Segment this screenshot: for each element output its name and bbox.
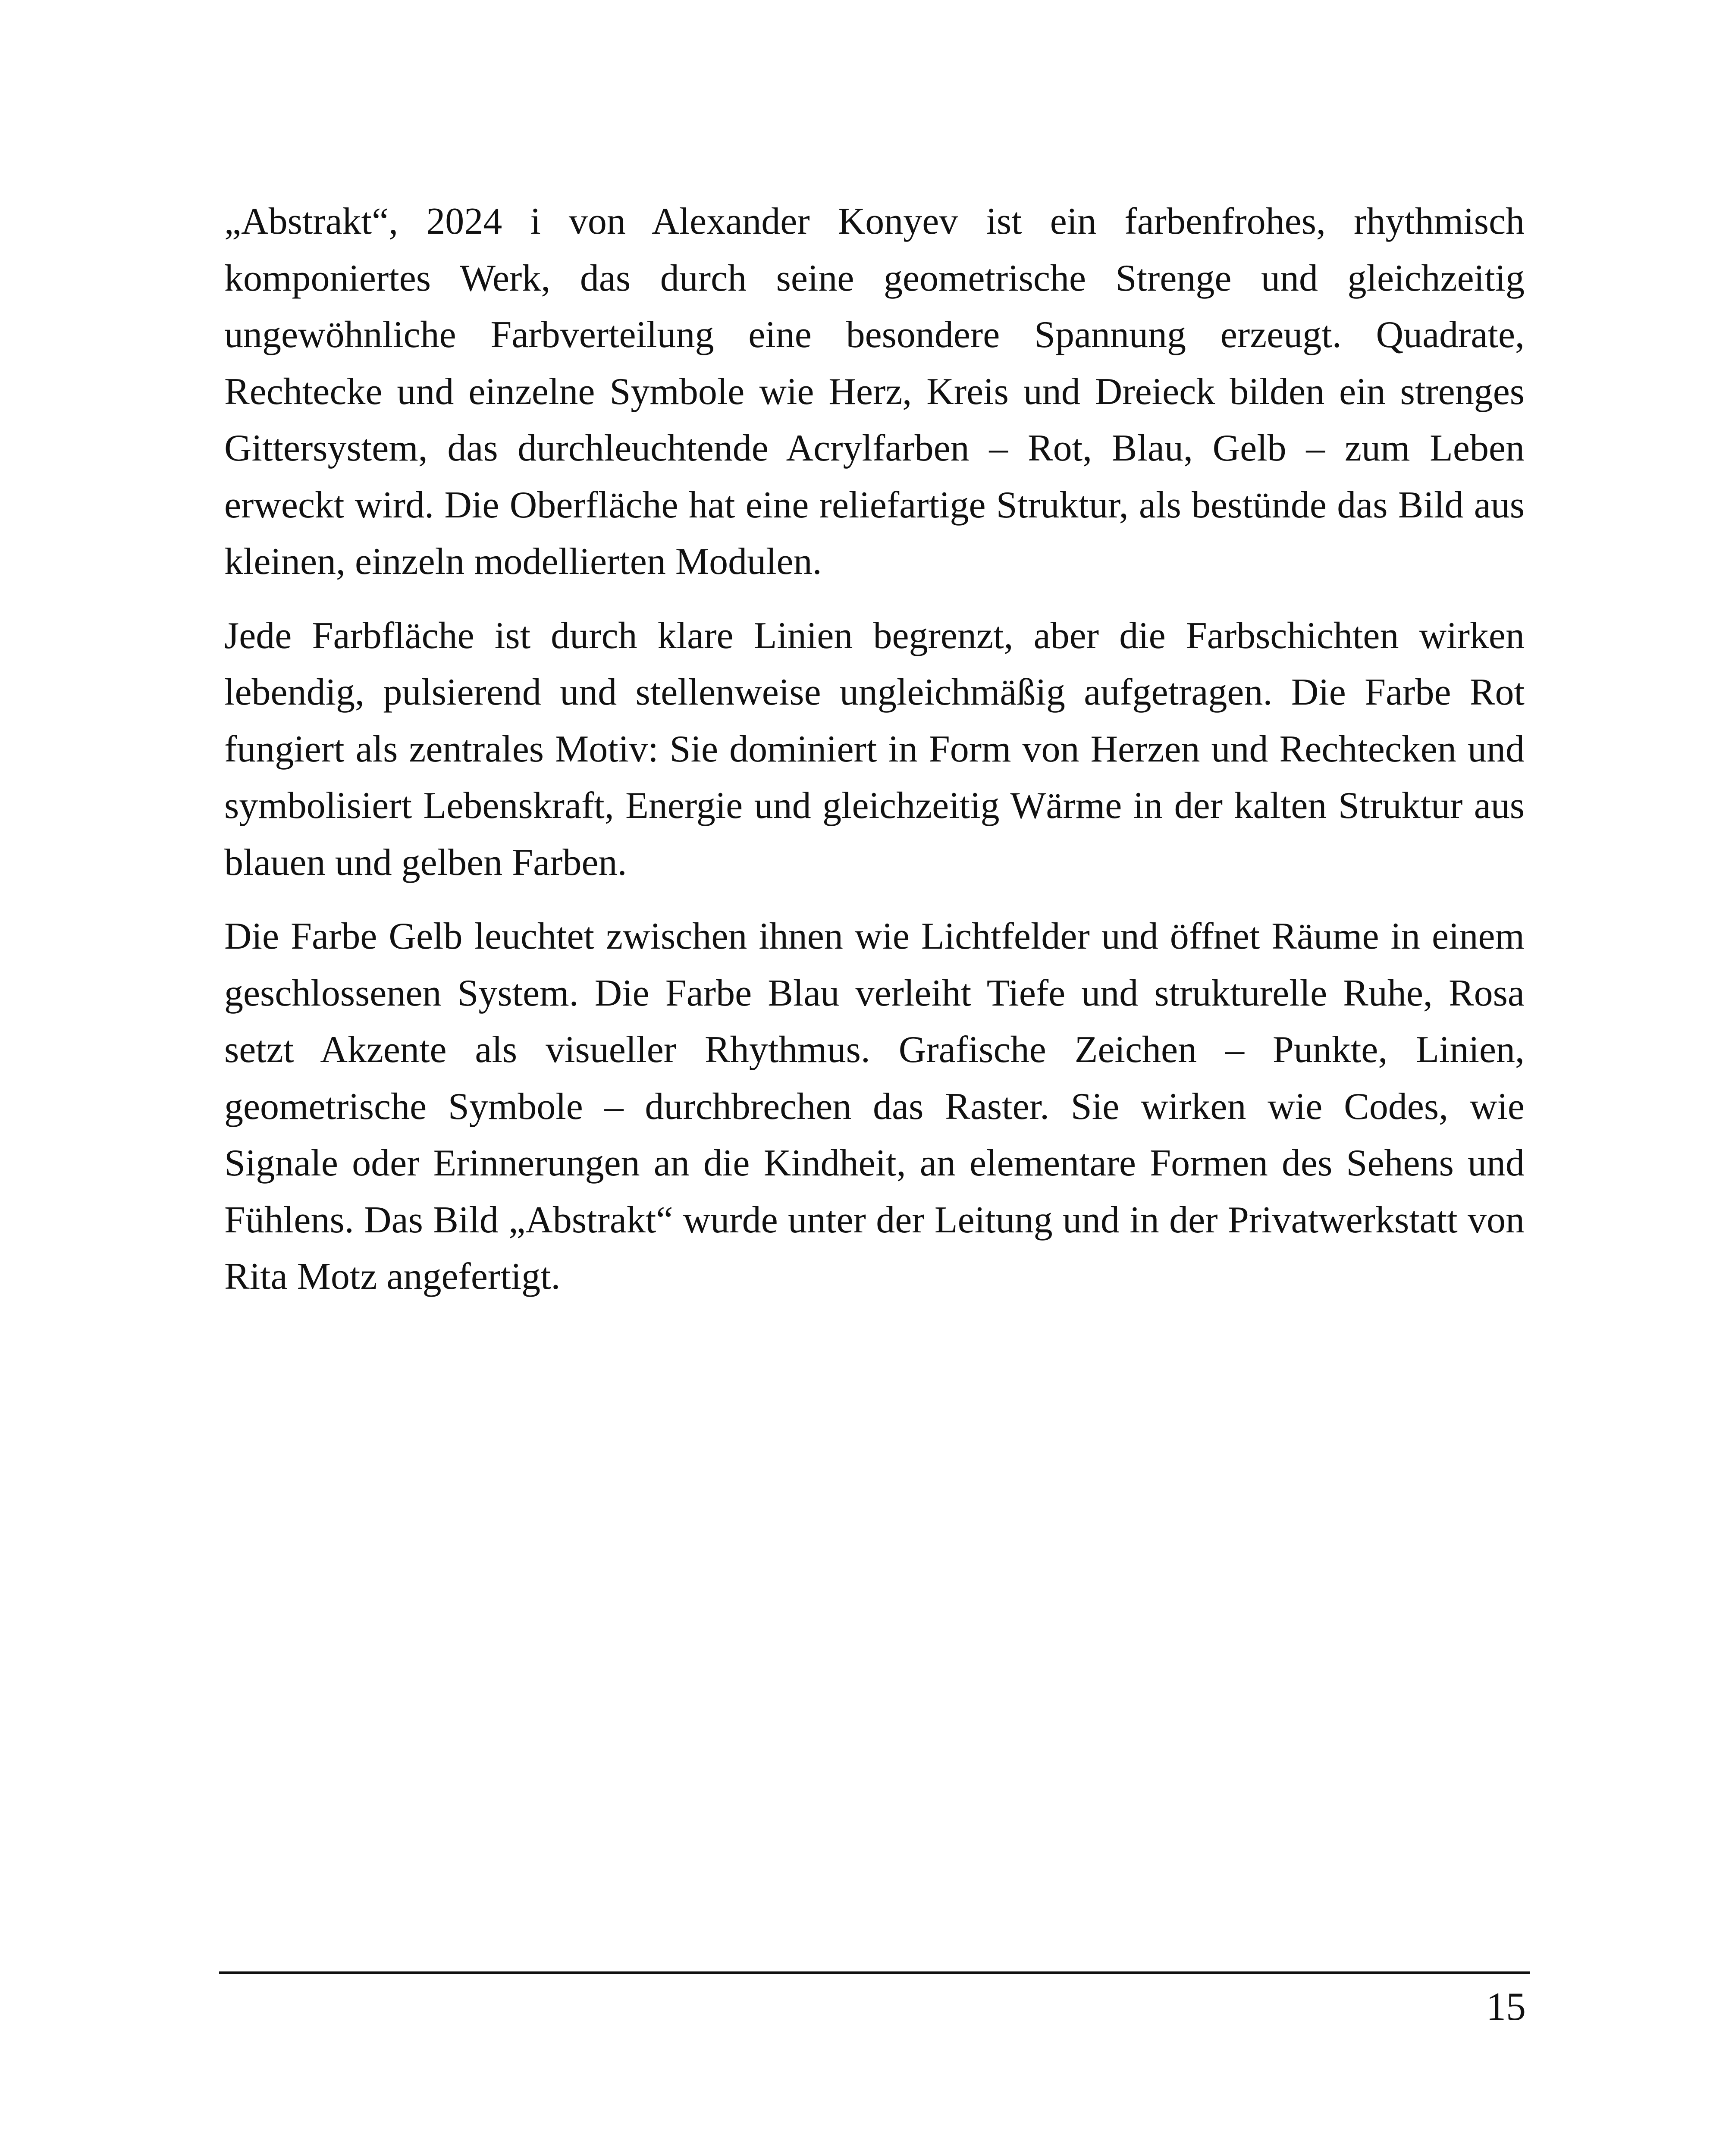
paragraph-2: Jede Farbfläche ist durch klare Linien begrenzt, aber die Farbschichten wirken lebendig, pulsierend und stellenweise ungleichmäßig aufgetragen. Die Farbe Rot fungiert als zentrales Motiv: Sie dominiert in Form von Herzen und Rechtecken und symbolisiert Lebenskraft, Energie und gleichzeitig Wärme in der kalten Struktur aus blauen und gelben Farben.: [224, 614, 1525, 884]
body-text: [224, 193, 1525, 1322]
page-number: 15: [1486, 1984, 1526, 2028]
paragraph-1: „Abstrakt“, 2024 i von Alexander Konyev ist ein farbenfrohes, rhythmisch komponiertes Werk, das durch seine geometrische Strenge und gleichzeitig ungewöhnliche Farbverteilung eine besondere Spannung erzeugt. Quadrate, Rechtecke und einzelne Symbole wie Herz, Kreis und Dreieck bilden ein strenges Gittersystem, das durchleuchtende Acrylfarben – Rot, Blau, Gelb – zum Leben erweckt wird. Die Oberfläche hat eine reliefartige Struktur, als bestünde das Bild aus kleinen, einzeln modellierten Modulen.: [224, 201, 1525, 583]
footer-divider: [219, 1971, 1530, 1974]
paragraph-3: Die Farbe Gelb leuchtet zwischen ihnen wie Lichtfelder und öffnet Räume in einem geschlossenen System. Die Farbe Blau verleiht Tiefe und strukturelle Ruhe, Rosa setzt Akzente als visueller Rhythmus. Grafische Zeichen – Punkte, Linien, geometrische Symbole – durchbrechen das Raster. Sie wirken wie Codes, wie Signale oder Erinnerungen an die Kindheit, an elementare Formen des Sehens und Fühlens. Das Bild „Abstrakt“ wurde unter der Leitung und in der Privatwerkstatt von Rita Motz angefertigt.: [224, 915, 1525, 1297]
